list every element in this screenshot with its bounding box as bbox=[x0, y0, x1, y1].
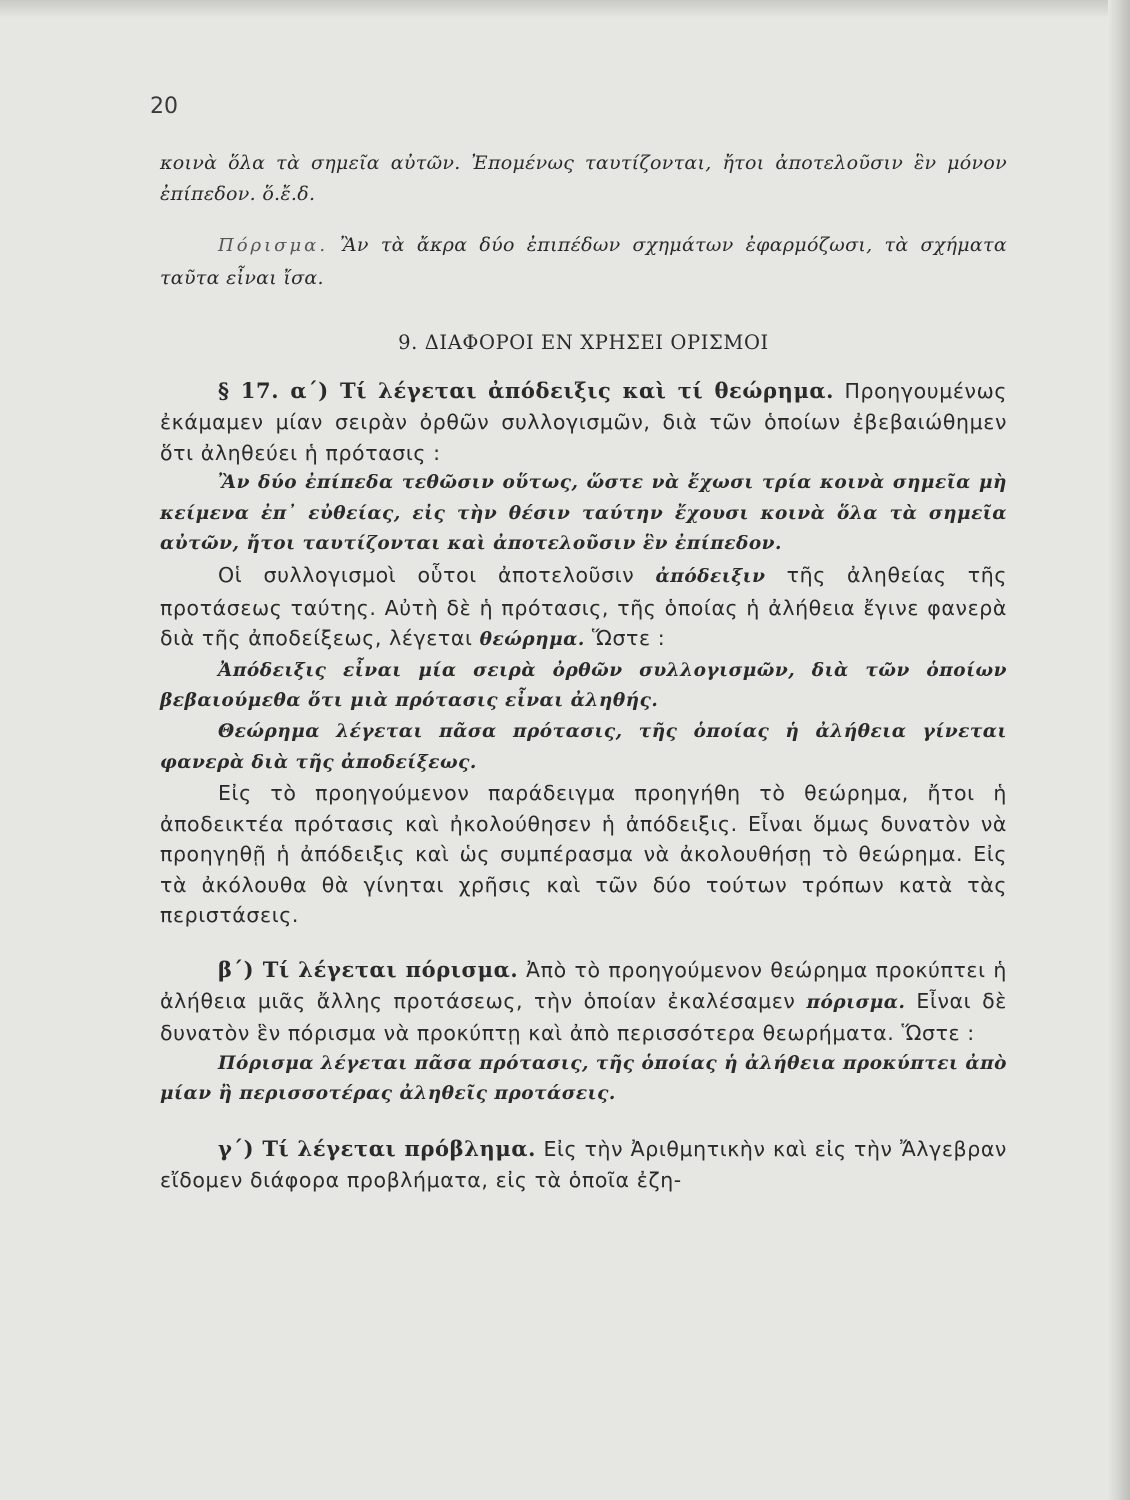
b-label: β΄) Τί λέγεται πόρισμα. bbox=[218, 957, 519, 983]
porisma-text: Ἂν τὰ ἄκρα δύο ἐπιπέδων σχημάτων ἐφαρμόζωσι, τὰ σχήματα ταῦτα εἶναι ἴσα. bbox=[160, 234, 1007, 289]
paragraph-porisma-def bbox=[160, 955, 1007, 1049]
page-number: 20 bbox=[150, 94, 178, 119]
s17-label: § 17. α΄) Τί λέγεται ἀπόδειξις καὶ τί θεώρημα. bbox=[218, 378, 835, 404]
proposition-quote: Ἂν δύο ἐπίπεδα τεθῶσιν οὕτως, ὥστε νὰ ἔχωσι τρία κοινὰ σημεῖα μὴ κείμενα ἐπ᾿ εὐθείας, εἰς τὴν θέσιν ταύτην ἔχουσι κοινὰ ὅλα τὰ σημεῖα αὐτῶν, ἤτοι ταυτίζονται καὶ ἀποτελοῦσιν ἓν ἐπίπεδον. bbox=[160, 472, 1007, 555]
page-right-edge bbox=[1108, 0, 1130, 1500]
paragraph-problem bbox=[160, 1134, 1007, 1195]
syll-text-a: Οἱ συλλογισμοὶ οὗτοι ἀποτελοῦσιν bbox=[218, 562, 656, 587]
term-porisma: πόρισμα. bbox=[806, 991, 906, 1013]
b-text-a: Ἀπὸ τὸ προηγούμενον θεώρημα προκύπτει ἡ ἀλήθεια μιᾶς ἄλλης προτάσεως, τὴν ὁποίαν ἐκαλέσαμεν bbox=[160, 958, 1007, 1013]
b-text-c: Εἶναι δὲ δυνατὸν ἓν πόρισμα νὰ προκύπτῃ καὶ ἀπὸ περισσότερα θεωρήματα. Ὥστε : bbox=[160, 988, 1007, 1046]
g-label: γ΄) Τί λέγεται πρόβλημα. bbox=[218, 1136, 537, 1162]
section-heading: 9. ΔΙΑΦΟΡΟΙ ΕΝ ΧΡΗΣΕΙ ΟΡΙΣΜΟΙ bbox=[398, 331, 769, 355]
s17-text: Προηγουμένως ἐκάμαμεν μίαν σειρὰν ὀρθῶν συλλογισμῶν, διὰ τῶν ὁποίων ἐβεβαιώθημεν ὅτι ἀληθεύει ἡ πρότασις : bbox=[160, 379, 1007, 465]
term-theorima: θεώρημα. bbox=[479, 629, 585, 651]
g-text: Εἰς τὴν Ἀριθμητικὴν καὶ εἰς τὴν Ἄλγεβραν εἴδομεν διάφορα προβλήματα, εἰς τὰ ὁποῖα ἐζη- bbox=[160, 1137, 1007, 1192]
paragraph-example: Εἰς τὸ προηγούμενον παράδειγμα προηγήθη τὸ θεώρημα, ἤτοι ἡ ἀποδεικτέα πρότασις καὶ ἠκολούθησεν ἡ ἀπόδειξις. Εἶναι ὅμως δυνατὸν νὰ προηγηθῇ ἡ ἀπόδειξις καὶ ὡς συμπέρασμα νὰ ἀκολουθήσῃ τὸ θεώρημα. Εἰς τὰ ἀκόλουθα θὰ γίνηται χρῆσις καὶ τῶν δύο τούτων τρόπων κατὰ τὰς περιστάσεις. bbox=[160, 781, 1007, 928]
porisma-label: Πόρισμα. bbox=[218, 235, 329, 257]
syll-text-c: τῆς ἀληθείας τῆς προτάσεως ταύτης. Αὐτὴ δὲ ἡ πρότασις, τῆς ὁποίας ἡ ἀλήθεια ἔγινε φανερὰ διὰ τῆς ἀποδείξεως, λέγεται bbox=[160, 562, 1007, 651]
paragraph-syllogisms bbox=[160, 560, 1007, 656]
paragraph-s17 bbox=[160, 376, 1007, 468]
definition-porisma: Πόρισμα λέγεται πᾶσα πρότασις, τῆς ὁποίας ἡ ἀλήθεια προκύπτει ἀπὸ μίαν ἢ περισσοτέρας ἀληθεῖς προτάσεις. bbox=[160, 1052, 1007, 1105]
term-apodeixis: ἀπόδειξιν bbox=[655, 565, 766, 587]
definition-theorima: Θεώρημα λέγεται πᾶσα πρότασις, τῆς ὁποίας ἡ ἀλήθεια γίνεται φανερὰ διὰ τῆς ἀποδείξεως. bbox=[160, 720, 1007, 773]
page-body bbox=[160, 148, 1007, 1195]
definition-apodeixis: Ἀπόδειξις εἶναι μία σειρὰ ὀρθῶν συλλογισμῶν, διὰ τῶν ὁποίων βεβαιούμεθα ὅτι μιὰ πρότασις εἶναι ἀληθής. bbox=[160, 659, 1007, 712]
paragraph-porisma bbox=[160, 229, 1007, 293]
syll-text-e: Ὥστε : bbox=[584, 626, 666, 651]
paragraph-proof-end: κοινὰ ὅλα τὰ σημεῖα αὐτῶν. Ἐπομένως ταυτίζονται, ἤτοι ἀποτελοῦσιν ἓν μόνον ἐπίπεδον. ὅ.ἔ.δ. bbox=[160, 152, 1007, 205]
page-top-edge bbox=[0, 0, 1130, 18]
